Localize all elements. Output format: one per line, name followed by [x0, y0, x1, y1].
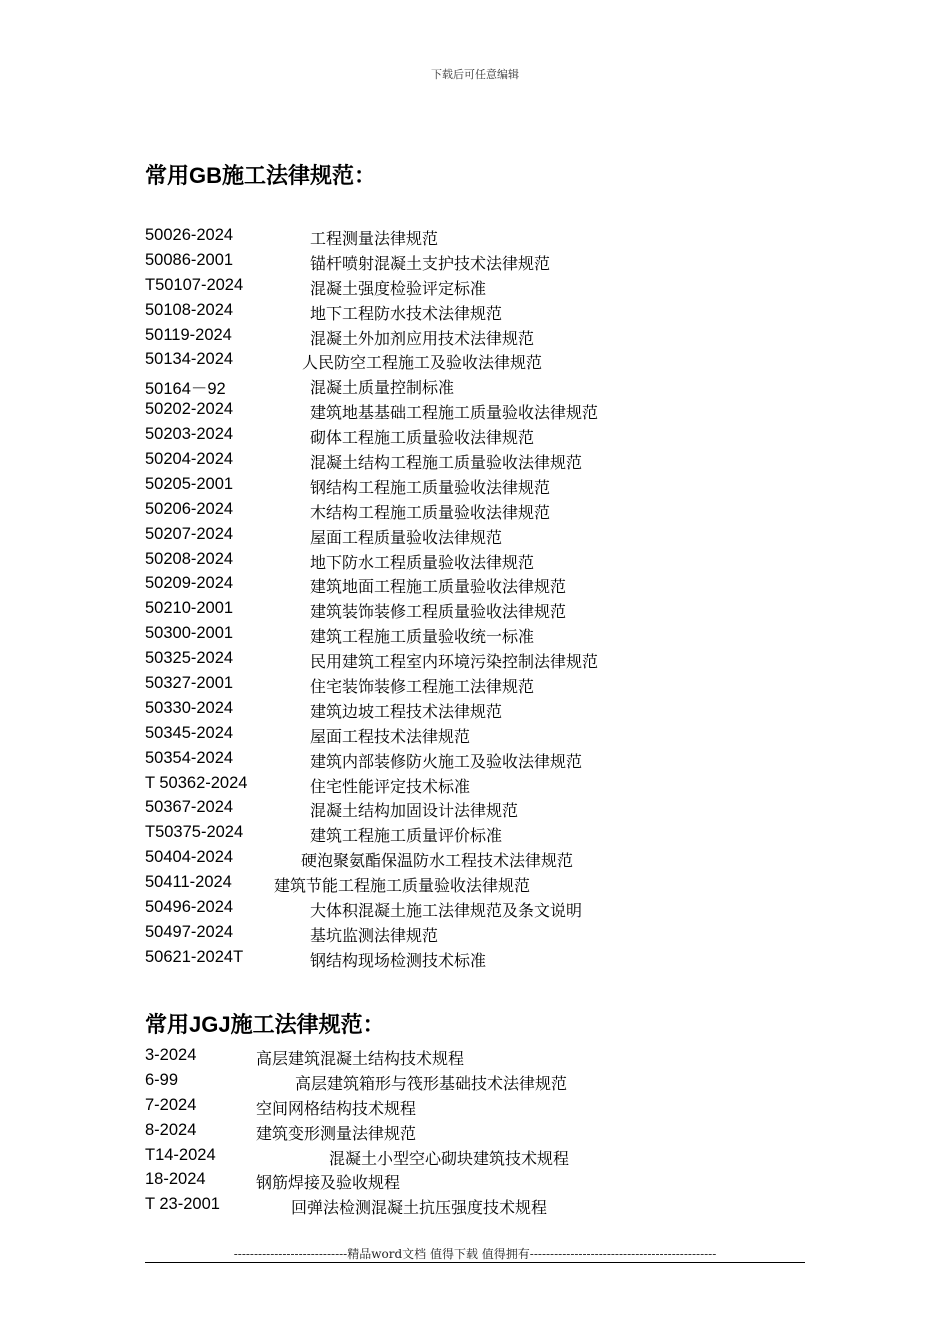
standard-code: 50086-2001	[145, 250, 234, 269]
standard-name: 建筑工程施工质量评价标准	[310, 826, 503, 846]
standard-name: 人民防空工程施工及验收法律规范	[302, 353, 543, 373]
standard-code: 50204-2024	[145, 450, 234, 469]
standard-name: 住宅装饰装修工程施工法律规范	[310, 677, 535, 697]
standard-code: 50411-2024	[145, 873, 232, 892]
standard-name: 工程测量法律规范	[310, 229, 439, 248]
standard-code: T50375-2024	[145, 823, 244, 842]
standard-code: 50325-2024	[145, 649, 234, 668]
standard-name: 锚杆喷射混凝土支护技术法律规范	[310, 253, 551, 273]
standard-code: 50330-2024	[145, 698, 234, 717]
standard-code: T50107-2024	[145, 275, 244, 294]
standard-name: 建筑边坡工程技术法律规范	[310, 701, 503, 721]
page-header: 下载后可任意编辑	[431, 68, 519, 81]
standard-name: 建筑变形测量法律规范	[256, 1123, 417, 1143]
standard-code: 50134-2024	[145, 350, 234, 369]
standard-code: 50300-2001	[145, 624, 234, 643]
standard-name: 住宅性能评定技术标准	[310, 776, 471, 796]
standard-name: 屋面工程质量验收法律规范	[310, 527, 503, 547]
standard-code: 50621-2024T	[145, 947, 244, 966]
page-footer: ----------------------------精品word文档 值得下载 值得拥有----------------------------------------------	[233, 1247, 717, 1261]
standard-name: 砌体工程施工质量验收法律规范	[310, 428, 535, 448]
jgj-section-title: 常用JGJ施工法律规范：	[145, 1012, 385, 1037]
standard-name: 硬泡聚氨酯保温防水工程技术法律规范	[301, 851, 574, 871]
standard-name: 地下工程防水技术法律规范	[310, 303, 503, 323]
standard-code: T14-2024	[145, 1145, 216, 1164]
gb-section-title: 常用GB施工法律规范：	[145, 163, 377, 188]
standard-code: 50404-2024	[145, 848, 234, 867]
standard-name: 建筑内部装修防火施工及验收法律规范	[310, 751, 583, 771]
standard-code: 50205-2001	[145, 474, 234, 493]
standard-name: 建筑节能工程施工质量验收法律规范	[274, 876, 531, 896]
standard-code: 50164－92	[145, 380, 226, 399]
standard-name: 木结构工程施工质量验收法律规范	[310, 502, 551, 522]
standard-name: 钢结构工程施工质量验收法律规范	[310, 477, 551, 497]
standard-code: 50354-2024	[145, 748, 234, 767]
standard-name: 屋面工程技术法律规范	[310, 726, 471, 746]
standard-code: T 50362-2024	[145, 773, 248, 792]
standard-code: 50496-2024	[145, 898, 234, 917]
standard-name: 钢筋焊接及验收规程	[256, 1173, 401, 1193]
standard-code: 50209-2024	[145, 574, 234, 593]
standard-code: 50119-2024	[145, 325, 232, 344]
standard-name: 高层建筑混凝土结构技术规程	[256, 1049, 465, 1068]
standard-code: 18-2024	[145, 1170, 206, 1189]
standard-code: 50202-2024	[145, 400, 234, 419]
standard-name: 建筑地面工程施工质量验收法律规范	[310, 577, 567, 597]
standard-name: 空间网格结构技术规程	[256, 1098, 417, 1118]
standard-name: 建筑工程施工质量验收统一标准	[310, 627, 535, 647]
standard-name: 回弹法检测混凝土抗压强度技术规程	[291, 1198, 548, 1218]
standard-name: 混凝土小型空心砌块建筑技术规程	[329, 1148, 570, 1168]
standard-code: 50497-2024	[145, 922, 234, 941]
standard-code: 3-2024	[145, 1046, 197, 1064]
standard-code: 50207-2024	[145, 524, 234, 543]
standard-name: 基坑监测法律规范	[310, 925, 439, 945]
standard-code: 50206-2024	[145, 499, 234, 518]
standard-code: 50327-2001	[145, 674, 234, 693]
standard-name: 混凝土质量控制标准	[310, 378, 455, 398]
standard-code: 50026-2024	[145, 226, 234, 244]
standard-name: 地下防水工程质量验收法律规范	[310, 552, 535, 572]
standard-name: 高层建筑箱形与筏形基础技术法律规范	[295, 1073, 568, 1093]
standard-code: 6-99	[145, 1070, 179, 1089]
standard-name: 建筑装饰装修工程质量验收法律规范	[310, 602, 567, 622]
standard-name: 混凝土外加剂应用技术法律规范	[310, 328, 535, 348]
standard-code: 50367-2024	[145, 798, 234, 817]
standard-code: 50208-2024	[145, 549, 234, 568]
standard-name: 混凝土结构加固设计法律规范	[310, 801, 519, 821]
standard-name: 民用建筑工程室内环境污染控制法律规范	[310, 652, 599, 672]
footer-divider	[145, 1262, 805, 1263]
standard-code: T 23-2001	[145, 1195, 220, 1214]
standard-name: 混凝土结构工程施工质量验收法律规范	[310, 453, 583, 473]
standard-code: 50203-2024	[145, 425, 234, 444]
standard-code: 8-2024	[145, 1120, 197, 1139]
standard-code: 50345-2024	[145, 723, 234, 742]
standard-name: 钢结构现场检测技术标准	[310, 950, 487, 970]
standard-code: 7-2024	[145, 1095, 197, 1114]
standard-name: 建筑地基基础工程施工质量验收法律规范	[310, 403, 599, 423]
standard-code: 50210-2001	[145, 599, 234, 618]
standard-name: 大体积混凝土施工法律规范及条文说明	[310, 901, 583, 921]
standard-name: 混凝土强度检验评定标准	[310, 278, 487, 298]
standard-code: 50108-2024	[145, 300, 234, 319]
